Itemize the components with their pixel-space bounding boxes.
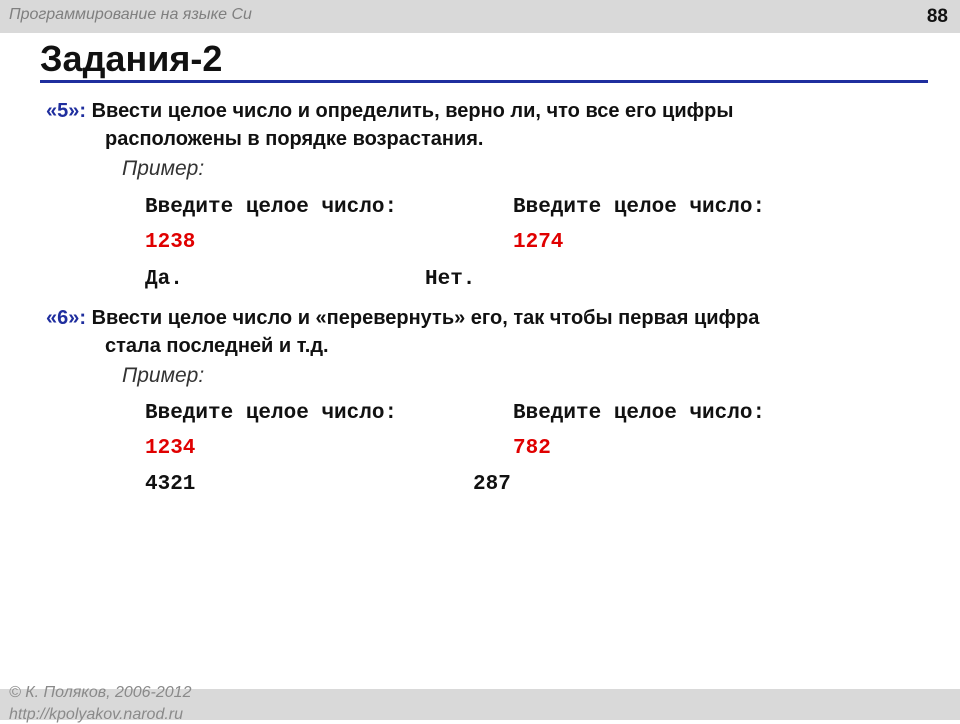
task-6-example-label: Пример: <box>122 364 205 387</box>
slide-title: Задания-2 <box>40 38 223 79</box>
task-5-text-line1: Ввести целое число и определить, верно ли, что все его цифры <box>86 100 734 122</box>
task-6 <box>46 304 926 360</box>
task-5-right-input: 1274 <box>513 231 564 254</box>
task-5-example-label: Пример: <box>122 157 205 180</box>
top-bar <box>0 0 960 33</box>
task-5 <box>46 97 926 153</box>
task-5-right-output: Нет. <box>425 268 476 291</box>
bottom-bar <box>0 684 960 723</box>
task-5-left-input: 1238 <box>145 231 196 254</box>
task-6-text-line2: стала последней и т.д. <box>105 335 329 357</box>
task-5-label: «5»: <box>46 100 87 122</box>
task-6-right-input: 782 <box>513 437 551 460</box>
title-divider <box>40 80 928 83</box>
task-5-left-output: Да. <box>145 268 183 291</box>
task-5-left-prompt: Введите целое число: <box>145 196 398 219</box>
task-6-left-output: 4321 <box>145 473 196 496</box>
task-6-left-input: 1234 <box>145 437 196 460</box>
course-title: Программирование на языке Си <box>9 6 252 23</box>
task-6-left-prompt: Введите целое число: <box>145 402 398 425</box>
task-6-text-line1: Ввести целое число и «перевернуть» его, так чтобы первая цифра <box>86 307 760 329</box>
task-6-right-output: 287 <box>473 473 511 496</box>
task-5-text-line2: расположены в порядке возрастания. <box>105 128 484 150</box>
task-6-label: «6»: <box>46 307 87 329</box>
task-5-right-prompt: Введите целое число: <box>513 196 766 219</box>
page-number: 88 <box>926 6 948 27</box>
task-6-right-prompt: Введите целое число: <box>513 402 766 425</box>
footer-copyright: © К. Поляков, 2006-2012 <box>9 684 192 701</box>
footer-url: http://kpolyakov.narod.ru <box>9 706 184 723</box>
